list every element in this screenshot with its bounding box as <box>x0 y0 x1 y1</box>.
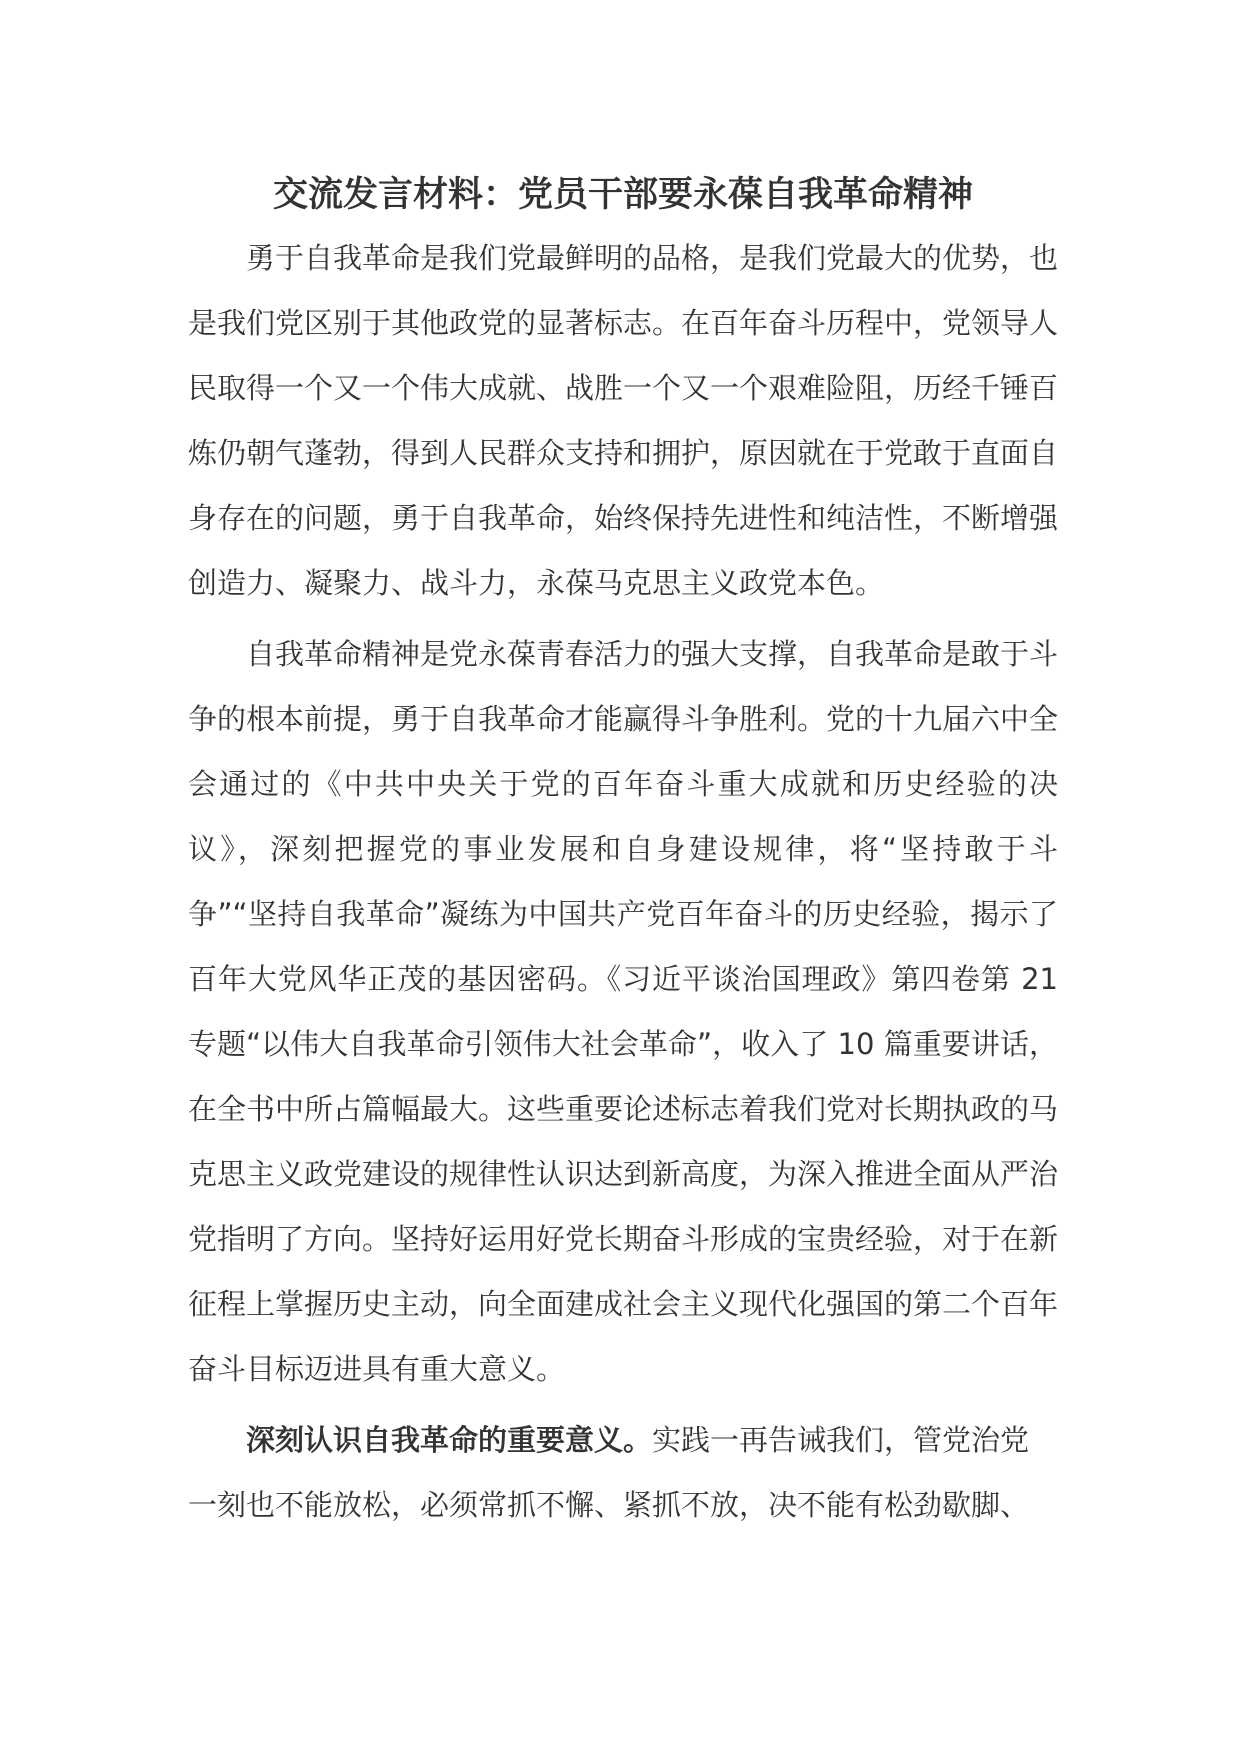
document-page <box>188 170 1058 1544</box>
paragraph-1 <box>188 226 1058 616</box>
paragraph-2-text: 自我革命精神是党永葆青春活力的强大支撑，自我革命是敢于斗争的根本前提，勇于自我革命才能赢得斗争胜利。党的十九届六中全会通过的《中共中央关于党的百年奋斗重大成就和历史经验的决议》，深刻把握党的事业发展和自身建设规律，将“坚持敢于斗争”“坚持自我革命”凝练为中国共产党百年奋斗的历史经验，揭示了百年大党风华正茂的基因密码。《习近平谈治国理政》第四卷第 21 专题“以伟大自我革命引领伟大社会革命”，收入了 10 篇重要讲话，在全书中所占篇幅最大。这些重要论述标志着我们党对长期执政的马克思主义政党建设的规律性认识达到新高度，为深入推进全面从严治党指明了方向。坚持好运用好党长期奋斗形成的宝贵经验，对于在新征程上掌握历史主动，向全面建成社会主义现代化强国的第二个百年奋斗目标迈进具有重大意义。 <box>188 637 1059 1386</box>
paragraph-3 <box>188 1408 1058 1538</box>
document-title: 交流发言材料：党员干部要永葆自我革命精神 <box>272 175 973 215</box>
paragraph-1-text: 勇于自我革命是我们党最鲜明的品格，是我们党最大的优势，也是我们党区别于其他政党的显著标志。在百年奋斗历程中，党领导人民取得一个又一个伟大成就、战胜一个又一个艰难险阻，历经千锤百炼仍朝气蓬勃，得到人民群众支持和拥护，原因就在于党敢于直面自身存在的问题，勇于自我革命，始终保持先进性和纯洁性，不断增强创造力、凝聚力、战斗力，永葆马克思主义政党本色。 <box>188 241 1059 600</box>
paragraph-3-lead: 深刻认识自我革命的重要意义。 <box>246 1423 653 1457</box>
paragraph-2 <box>188 622 1058 1402</box>
paragraph-3-text: 实践一再告诫我们，管党治党一刻也不能放松，必须常抓不懈、紧抓不放，决不能有松劲歇脚、 <box>188 1423 1030 1522</box>
